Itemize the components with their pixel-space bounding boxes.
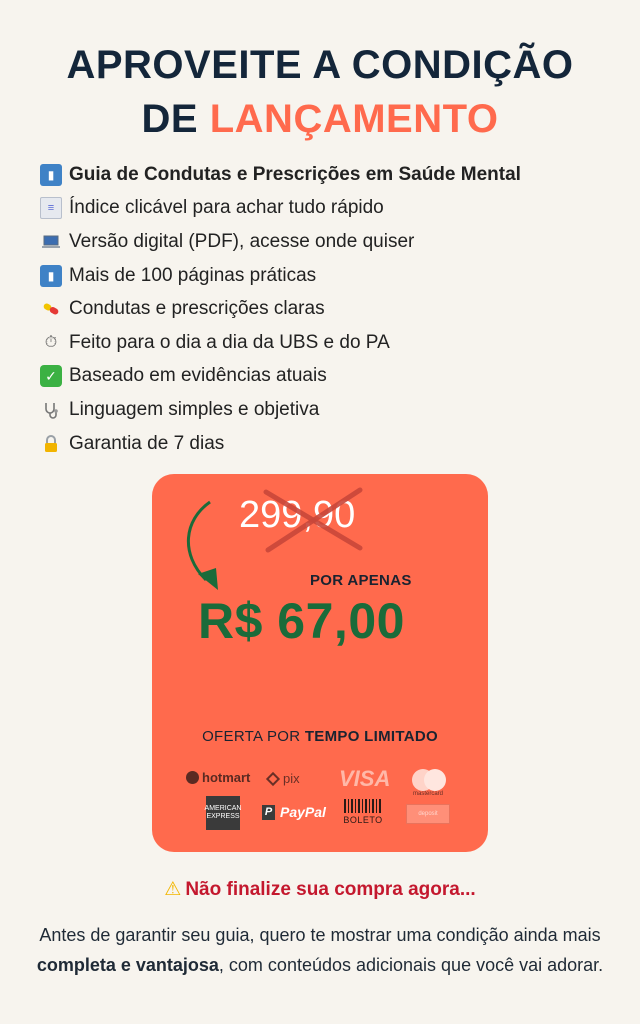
- deposit-logo: [406, 804, 450, 824]
- visa-logo: [339, 766, 390, 792]
- feature-item: [40, 292, 610, 326]
- pill-icon: [40, 298, 62, 320]
- stethoscope-icon: [40, 399, 62, 421]
- paypal-logo: [262, 804, 326, 820]
- limited-offer-bold: TEMPO LIMITADO: [304, 728, 438, 745]
- old-price: 299,90: [239, 494, 356, 536]
- headline-line2-prefix: DE: [141, 97, 210, 141]
- amex-logo: [206, 796, 240, 830]
- curved-arrow-icon: [176, 498, 236, 598]
- laptop-icon: [40, 231, 62, 253]
- mastercard-logo: [406, 768, 450, 798]
- por-apenas-label: POR APENAS: [310, 572, 412, 589]
- feature-item: [40, 259, 610, 293]
- boleto-label: BOLETO: [343, 815, 383, 825]
- body-part1: Antes de garantir seu guia, quero te mostrar uma condição ainda mais: [39, 925, 601, 945]
- blue-book-icon: ▮: [40, 164, 62, 186]
- hotmart-label: hotmart: [202, 770, 251, 785]
- price: R$ 67,00: [198, 593, 405, 649]
- feature-item: [40, 192, 610, 226]
- mastercard-label: mastercard: [412, 791, 443, 797]
- feature-text: Baseado em evidências atuais: [69, 365, 327, 387]
- feature-item: [40, 225, 610, 259]
- warning-message: [0, 878, 640, 901]
- hotmart-flame-icon: [186, 771, 199, 784]
- feature-item: [40, 393, 610, 427]
- feature-text: Mais de 100 páginas práticas: [69, 264, 317, 286]
- feature-text: Versão digital (PDF), acesse onde quiser: [69, 230, 415, 252]
- feature-text: Linguagem simples e objetiva: [69, 398, 320, 420]
- paypal-label: PayPal: [280, 804, 326, 820]
- limited-offer-prefix: OFERTA POR: [202, 728, 305, 745]
- limited-offer-text: [152, 728, 488, 745]
- headline: [0, 38, 640, 146]
- headline-line1: APROVEITE A CONDIÇÃO: [66, 43, 574, 87]
- lock-icon: [40, 433, 62, 455]
- feature-item: [40, 360, 610, 394]
- stopwatch-icon: ⏱: [44, 333, 58, 351]
- visa-label: VISA: [339, 766, 391, 791]
- amex-label: AMERICAN EXPRESS: [204, 805, 242, 820]
- body-part2: , com conteúdos adicionais que você vai adorar.: [218, 955, 604, 975]
- document-index-icon: ≡: [40, 197, 62, 219]
- deposit-label: deposit: [418, 811, 438, 817]
- body-paragraph: [30, 920, 610, 980]
- feature-text: Guia de Condutas e Prescrições em Saúde Mental: [69, 163, 521, 185]
- offer-card: [152, 474, 488, 852]
- barcode-icon: [344, 799, 382, 813]
- paypal-p-icon: P: [262, 805, 275, 820]
- pix-diamond-icon: [266, 771, 280, 785]
- feature-text: Índice clicável para achar tudo rápido: [69, 197, 384, 219]
- feature-text: Feito para o dia a dia da UBS e do PA: [69, 331, 390, 353]
- feature-list: [40, 158, 610, 460]
- mastercard-circles-icon: [410, 769, 446, 791]
- warning-text: Não finalize sua compra agora...: [185, 879, 476, 900]
- pix-label: pix: [283, 771, 300, 786]
- strikethrough-cross-icon: [260, 484, 370, 554]
- warning-icon: ⚠: [164, 879, 182, 900]
- hotmart-logo: [186, 770, 250, 785]
- feature-item: [40, 326, 610, 360]
- blue-book-icon: ▮: [40, 265, 62, 287]
- feature-text: Garantia de 7 dias: [69, 432, 225, 454]
- feature-item: [40, 427, 610, 461]
- pix-logo: [268, 771, 300, 786]
- boleto-logo: [342, 796, 384, 828]
- feature-item: [40, 158, 610, 192]
- feature-text: Condutas e prescrições claras: [69, 298, 325, 320]
- body-bold: completa e vantajosa: [36, 955, 219, 975]
- headline-accent: LANÇAMENTO: [209, 97, 499, 141]
- check-mark-icon: ✓: [40, 365, 62, 387]
